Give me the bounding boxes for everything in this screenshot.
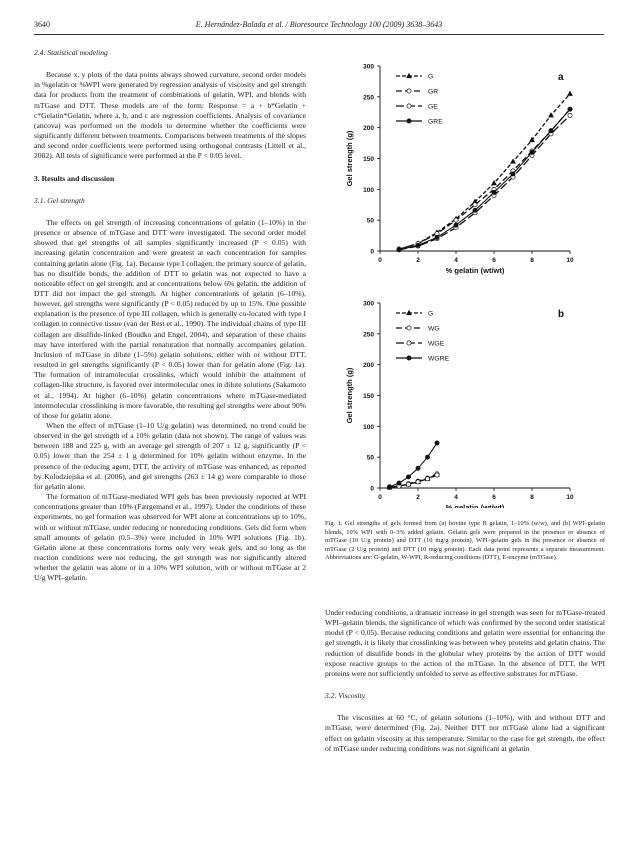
left-column: [34, 48, 306, 584]
right-column: [325, 608, 605, 754]
panel-a-y-axis-label: Gel strength (g): [345, 130, 354, 187]
panel-b-panel-label: b: [558, 309, 565, 320]
panel-a-y-tick-label: 50: [366, 217, 374, 225]
panel-a-x-tick-label: 6: [492, 257, 496, 264]
panel-a-data-point-G: [568, 91, 573, 95]
journal-citation: E. Hernández-Balada et al. / Bioresource Technology 100 (2009) 3638–3643: [195, 20, 443, 29]
panel-a-data-point-GRE: [492, 190, 496, 194]
panel-a-data-point-GRE: [397, 248, 401, 252]
panel-a-series-line-GE: [399, 115, 570, 250]
panel-b-y-tick-label: 150: [363, 393, 374, 400]
paragraph-gel-strength-1: The effects on gel strength of increasing concentrations of gelatin (1–10%) in the presence or absence of mTGase and DTT were investigated. The second order model showed that gel strengths of all samples significantly increased (P < 0.05) with increasing gelatin concentration and were greatest at each concentration for samples containing gelatin alone (Fig. 1a). Because type I collagen, the primary source of gelatin, has no disulfide bonds, the addition of DTT to gelatin was not expected to have a noticeable effect on gel strength, and at concentrations below 6% gelatin, the addition of DTT did not impact the gel strength. At higher concentrations of gelatin (6–10%), however, gel strengths were significantly (P < 0.05) reduced by up to 15%. One possible explanation is the presence of type III collagen, which is generally co-located with type I collagen in connective tissue (van der Rest et al., 1990). The individual chains of type III collagen are disulfide-linked (Boudko and Engel, 2004), and separation of these chains may have interfered with the partial renaturation that normally accompanies gelation. Inclusion of mTGase in dilute (1–5%) gelatin solutions, either with or without DTT, resulted in gel strengths significantly (P < 0.05) lower than for gelatin alone (Fig. 1a). The formation of intramolecular crosslinks, which would inhibit the attainment of collagen-like structure, is favored over intermolecular ones in dilute solutions (Sakamoto et al., 1994). At higher (6–10%) gelatin concentrations where mTGase-mediated intermolecular crosslinking is more favorable, the resulting gel strengths were about 90% of those for gelatin alone.: [34, 217, 306, 420]
panel-b-data-point-WGRE: [397, 481, 401, 485]
panel-a-data-point-GE: [568, 113, 572, 117]
panel-b-data-point-WGRE: [387, 485, 391, 489]
panel-a-x-tick-label: 8: [530, 257, 534, 264]
panel-a-x-tick-label: 4: [454, 257, 458, 264]
panel-a-y-tick-label: 300: [363, 63, 374, 71]
section-3-heading: 3. Results and discussion: [34, 173, 115, 183]
panel-a-legend-label-GE: GE: [428, 103, 438, 111]
figure-1-plots: [325, 48, 605, 508]
paragraph-gel-strength-2: When the effect of mTGase (1–10 U/g gelatin) was determined, no trend could be observed in the gel strength of a 10% gelatin (data not shown). The range of values was between 188 and 225 g, with an average gel strength of 207 ± 12 g, significantly (P < 0.05) lower than the 254 ± 1 g determined for 10% gelatin without enzyme. In the presence of the reducing agent, DTT, the activity of mTGase was enhanced, as reported by Kolodziejska et al. (2006), and gel strengths (263 ± 14 g) were comparable to those for gelatin alone.: [34, 421, 306, 491]
panel-a-data-point-G: [511, 159, 516, 163]
panel-b-legend-label-WG: WG: [428, 325, 440, 333]
section-2-4-heading: 2.4. Statistical modeling: [34, 48, 108, 57]
panel-a-legend-marker-GRE: [407, 119, 411, 123]
panel-b-y-axis-label: Gel strength (g): [345, 367, 354, 424]
panel-a-x-tick-label: 10: [566, 257, 574, 264]
panel-a-y-tick-label: 100: [363, 186, 374, 194]
paragraph-statistical-modeling: Because x, y plots of the data points always showed curvature, second order models in %gelatin or %WPI were generated by regression analysis of viscosity and gel strength data for products from the treatment of combinations of gelatin, WPI, and blends with mTGase and DTT. These models are of the form: Response = a + b*Gelatin + c*Gelatin*Gelatin, where a, b, and c are regression coefficients. Analysis of covariance (ancova) was performed on the models to determine whether the coefficients were significantly different between treatments. Comparisons between treatments of the slopes and second order coefficients were performed using orthogonal contrasts (Littell et al., 2002). All tests of significance were performed at the P < 0.05 level.: [34, 70, 306, 161]
panel-b-data-point-WGRE: [416, 466, 420, 470]
panel-a-y-tick-label: 250: [363, 94, 374, 102]
panel-a-legend-marker-GE: [407, 104, 411, 108]
panel-b-data-point-WGE: [425, 477, 429, 481]
panel-b-y-tick-label: 0: [370, 485, 374, 493]
panel-b-x-tick-label: 8: [530, 494, 534, 501]
paragraph-gel-strength-3: The formation of mTGase-mediated WPI gels has been previously reported at WPI concentrations greater than 10% (Færgemand et al., 1997). Under the conditions of these experiments, no gel formation was observed for WPI alone at concentrations up to 10%, with or without mTGase, under reducing or nonreducing conditions. Gels did form when small amounts of gelatin (0.5–3%) were included in 10% WPI solutions (Fig. 1b). Gelatin alone at these concentrations forms only very weak gels, and so long as the reaction conditions were not reducing, the gel strength was not significantly altered whether the gelatin was alone or in a 10% WPI solution, with or without mTGase at 2 U/g WPI–gelatin.: [34, 492, 306, 583]
panel-b-y-tick-label: 100: [363, 423, 374, 431]
panel-a-x-axis-label: % gelatin (wt/wt): [445, 266, 505, 275]
panel-b-y-tick-label: 300: [363, 300, 374, 308]
panel-a-data-point-GRE: [435, 235, 439, 239]
panel-b-legend-marker-WGRE: [407, 356, 411, 360]
panel-a-data-point-G: [549, 113, 554, 117]
panel-b-data-point-WGRE: [406, 475, 410, 479]
panel-a-data-point-GR: [473, 203, 477, 207]
panel-a-data-point-GRE: [549, 129, 553, 133]
panel-b-legend-marker-WGE: [407, 341, 411, 345]
panel-b-x-tick-label: 2: [416, 494, 420, 501]
panel-b-legend-label-WGE: WGE: [428, 340, 445, 348]
section-3-2-heading: 3.2. Viscosity: [325, 691, 366, 701]
panel-a-data-point-GRE: [454, 223, 458, 227]
panel-a-data-point-GRE: [416, 243, 420, 247]
panel-a-panel-label: a: [558, 72, 564, 83]
panel-b-legend-label-G: G: [428, 310, 434, 318]
panel-a-data-point-GRE: [568, 107, 572, 111]
panel-b-x-tick-label: 4: [454, 494, 458, 501]
panel-a-legend-label-G: G: [428, 73, 434, 81]
panel-a-x-tick-label: 0: [378, 257, 382, 264]
panel-b-legend-label-WGRE: WGRE: [428, 355, 450, 363]
panel-a-y-tick-label: 150: [363, 156, 374, 163]
panel-b-data-point-WGRE: [435, 441, 439, 445]
panel-a-y-tick-label: 0: [370, 248, 374, 256]
panel-a-series-line-GR: [399, 109, 570, 249]
panel-b-data-point-WGE: [435, 473, 439, 477]
page-number: 3640: [34, 20, 50, 29]
panel-a-legend-label-GR: GR: [428, 88, 439, 96]
panel-b-legend-marker-WG: [407, 326, 411, 330]
panel-b-data-point-WGRE: [425, 455, 429, 459]
panel-b-y-tick-label: 250: [363, 331, 374, 339]
header-rule: [34, 34, 604, 35]
paragraph-viscosity: The viscosities at 60 °C, of gelatin solutions (1–10%), with and without DTT and mTGase, were determined (Fig. 2a). Neither DTT nor mTGase alone had a significant effect on gelatin viscosity at this temperature. Similar to the case for gel strength, the effect of mTGase under reducing conditions was not significant at gelatin: [325, 713, 605, 753]
panel-b-y-tick-label: 50: [366, 454, 374, 462]
panel-b-x-tick-label: 6: [492, 494, 496, 501]
panel-a-data-point-GRE: [473, 208, 477, 212]
panel-b-y-tick-label: 200: [363, 362, 374, 370]
section-3-1-heading: 3.1. Gel strength: [34, 195, 85, 205]
panel-b-series-line-G: [390, 474, 438, 487]
panel-a-legend-marker-GR: [407, 89, 411, 93]
panel-a-data-point-GRE: [511, 172, 515, 176]
panel-a-y-tick-label: 200: [363, 125, 374, 133]
panel-b-data-point-WGE: [406, 482, 410, 486]
panel-b-x-tick-label: 10: [566, 494, 574, 501]
figure-1-caption: Fig. 1. Gel strengths of gels formed from (a) bovine type B gelatin, 1–10% (w/w), and (b) WPI–gelatin blends, 10% WPI with 0–3% added gelatin. Gelatin gels were prepared in the presence or absence of mTGase (10 U/g protein) and DTT (10 mg/g protein), WPI–gelatin gels in the presence or absence of mTGase (2 U/g protein) and DTT (10 mg/g protein). Each data point represents a separate measurement. Abbreviations are: G-gelatin, W-WPI, R-reducing conditions (DTT), E-enzyme (mTGase).: [325, 520, 605, 562]
panel-a-data-point-G: [492, 181, 497, 185]
panel-a-data-point-GRE: [530, 150, 534, 154]
panel-a-x-tick-label: 2: [416, 257, 420, 264]
panel-a-legend-label-GRE: GRE: [428, 118, 443, 126]
panel-b-data-point-WGE: [416, 480, 420, 484]
figure-1: [325, 48, 605, 508]
panel-b-x-tick-label: 0: [378, 494, 382, 501]
panel-a-data-point-GR: [454, 218, 458, 222]
panel-b-x-axis-label: % gelatin (wt/wt): [445, 503, 505, 508]
panel-a-series-line-G: [399, 94, 570, 249]
paragraph-reducing-conditions: Under reducing conditions, a dramatic increase in gel strength was seen for mTGase-treated WPI–gelatin blends, the significance of which was confirmed by the second order statistical model (P < 0.05). Because reducing conditions and gelatin were essential for enhancing the gel strength, it is likely that crosslinking was between whey proteins and gelatin chains. The reduction of disulfide bonds in the globular whey proteins by the action of DTT would expose reactive groups to the action of the mTGase. In the absence of DTT, the WPI proteins were not sufficiently unfolded to serve as effective substrates for mTGase.: [325, 608, 605, 678]
panel-a-series-line-GRE: [399, 109, 570, 250]
